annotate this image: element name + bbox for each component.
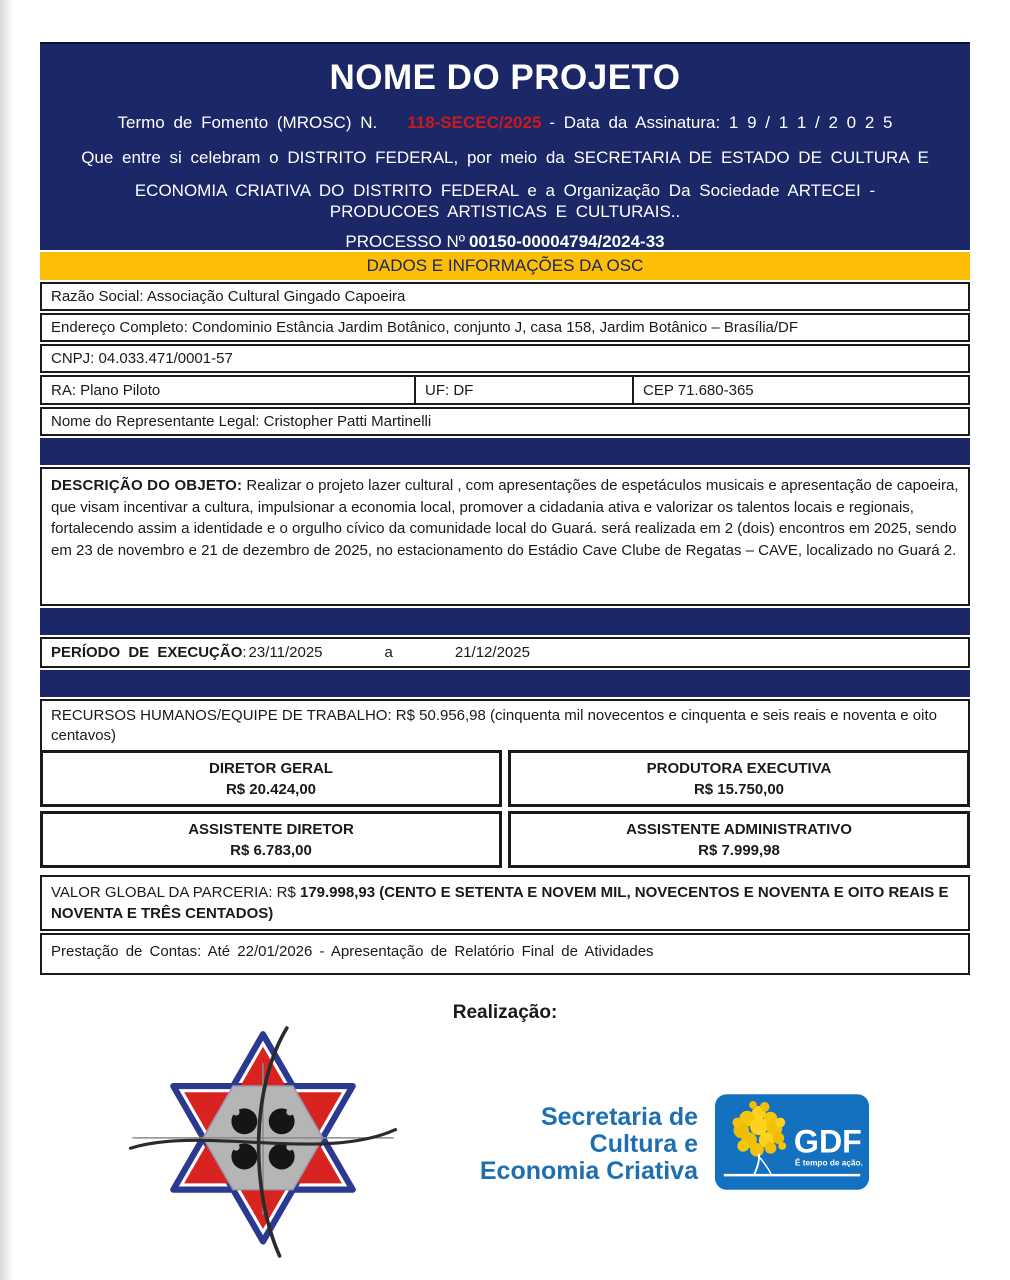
cargo-valor: R$ 7.999,98 xyxy=(698,842,780,859)
valor-global-prefix: VALOR GLOBAL DA PARCERIA: R$ xyxy=(51,884,300,901)
equipe-cell-produtora-executiva xyxy=(508,750,970,807)
cargo-label: PRODUTORA EXECUTIVA xyxy=(646,760,832,777)
parties-line-1: Que entre si celebram o DISTRITO FEDERAL, por meio da SECRETARIA DE ESTADO DE CULTURA E xyxy=(81,148,929,167)
parties-line-2: ECONOMIA CRIATIVA DO DISTRITO FEDERAL e a Organização Da Sociedade ARTECEI - xyxy=(134,181,876,200)
equipe-cell-diretor-geral xyxy=(40,750,502,807)
logos-row xyxy=(40,1026,970,1263)
divider-bar-2 xyxy=(40,608,970,635)
processo-number: 00150-00004794/2024-33 xyxy=(468,232,665,251)
equipe-cell-assistente-administrativo xyxy=(508,811,970,868)
processo-line xyxy=(40,232,970,252)
fomento-suffix: - Data da Assinatura: 1 9 / 1 1 / 2 0 2 5 xyxy=(549,113,893,132)
cargo-valor: R$ 15.750,00 xyxy=(693,781,785,798)
fomento-line xyxy=(40,113,970,133)
ra-uf-cep-row xyxy=(40,375,970,405)
prestacao-contas-box: Prestação de Contas: Até 22/01/2026 - Apresentação de Relatório Final de Atividades xyxy=(40,933,970,975)
descricao-text: Realizar o projeto lazer cultural , com apresentações de espetáculos musicais e apresentação de capoeira, que visam incentivar a cultura, impulsionar a economia local, promover a cidadania ativa e valorizar os talentos locais e regionais, fortalecendo assim a identidade e o orgulho cívico da comunidade local do Guará. será realizada em 2 (dois) encontros em 2025, sendo em 23 de novembro e 21 de dezembro de 2025, no estacionamento do Estádio Cave Clube de Regatas – CAVE, localizado no Guará 2. xyxy=(51,477,959,559)
periodo-execucao-row xyxy=(40,637,970,668)
valor-global-amount: 179.998,93 (CENTO E SETENTA E NOVEM MIL, NOVECENTOS E NOVENTA E OITO REAIS E NOVENTA E TRÊS CENTADOS) xyxy=(51,884,949,922)
cep-cell: CEP 71.680-365 xyxy=(632,375,970,405)
secretaria-cultura-wordmark xyxy=(480,1104,698,1185)
recursos-humanos-box: RECURSOS HUMANOS/EQUIPE DE TRABALHO: R$ 50.956,98 (cinquenta mil novecentos e cinquenta e seis reais e noventa e oito centavos) xyxy=(40,699,970,750)
divider-bar-1 xyxy=(40,438,970,465)
endereco-row: Endereço Completo: Condominio Estância Jardim Botânico, conjunto J, casa 158, Jardim Botânico – Brasília/DF xyxy=(40,313,970,342)
osc-section-header: DADOS E INFORMAÇÕES DA OSC xyxy=(40,252,970,280)
cargo-label: DIRETOR GERAL xyxy=(209,760,333,777)
gdf-logo xyxy=(714,1093,870,1196)
equipe-cell-assistente-diretor xyxy=(40,811,502,868)
cnpj-row: CNPJ: 04.033.471/0001-57 xyxy=(40,344,970,373)
periodo-start-date: 23/11/2025 xyxy=(248,644,323,661)
gdf-wordmark: GDF xyxy=(793,1123,862,1160)
parties-line-2-3 xyxy=(40,180,970,222)
cargo-valor: R$ 20.424,00 xyxy=(225,781,317,798)
periodo-label: PERÍODO DE EXECUÇÃO xyxy=(51,644,243,661)
gdf-logo-icon xyxy=(714,1093,870,1191)
fomento-prefix: Termo de Fomento (MROSC) N. xyxy=(117,113,378,132)
descricao-objeto-box xyxy=(40,467,970,606)
periodo-colon: : xyxy=(242,644,247,661)
periodo-connector: a xyxy=(384,644,393,661)
secretaria-line-1: Secretaria de xyxy=(540,1103,698,1131)
razao-social-row: Razão Social: Associação Cultural Gingado Capoeira xyxy=(40,282,970,311)
header-block xyxy=(40,42,970,250)
project-title: NOME DO PROJETO xyxy=(329,58,681,97)
scan-edge-artifact xyxy=(0,0,14,1280)
capoeira-star-icon xyxy=(118,1026,408,1258)
descricao-label: DESCRIÇÃO DO OBJETO: xyxy=(51,477,243,494)
secretaria-line-3: Economia Criativa xyxy=(479,1157,698,1185)
cargo-valor: R$ 6.783,00 xyxy=(230,842,312,859)
periodo-end-date: 21/12/2025 xyxy=(454,644,530,661)
cargo-label: ASSISTENTE DIRETOR xyxy=(188,821,354,838)
ra-cell: RA: Plano Piloto xyxy=(40,375,416,405)
uf-cell: UF: DF xyxy=(414,375,634,405)
termo-de-fomento-document xyxy=(40,42,970,1263)
divider-bar-3 xyxy=(40,670,970,697)
processo-label: PROCESSO Nº xyxy=(345,232,465,251)
representante-row: Nome do Representante Legal: Cristopher Patti Martinelli xyxy=(40,407,970,436)
gdf-tagline: É tempo de ação. xyxy=(794,1158,863,1168)
parties-line-3: PRODUCOES ARTISTICAS E CULTURAIS.. xyxy=(329,202,681,221)
valor-global-box xyxy=(40,875,970,931)
cargo-label: ASSISTENTE ADMINISTRATIVO xyxy=(626,821,852,838)
gingado-capoeira-logo xyxy=(118,1026,408,1263)
equipe-grid xyxy=(40,750,970,868)
fomento-number: 118-SECEC/2025 xyxy=(407,113,542,132)
secretaria-line-2: Cultura e xyxy=(589,1130,698,1158)
realizacao-heading: Realização: xyxy=(452,1002,558,1023)
